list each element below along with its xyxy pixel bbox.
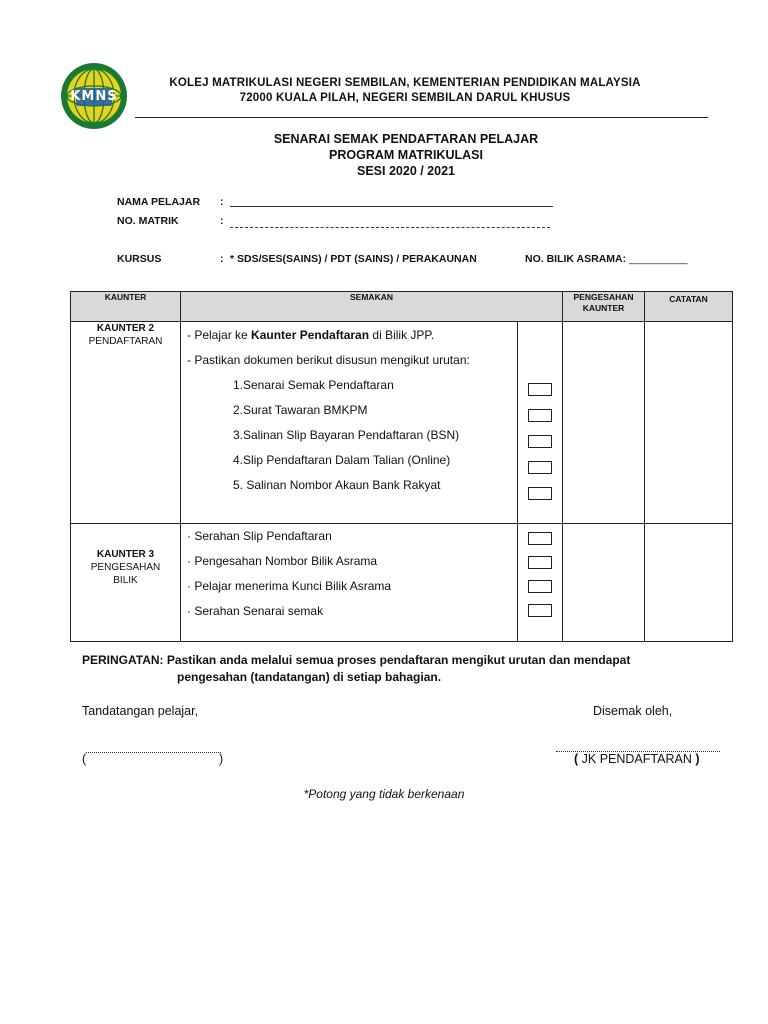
- table-header-row: [71, 292, 733, 322]
- institution-name: KOLEJ MATRIKULASI NEGERI SEMBILAN, KEMENTERIAN PENDIDIKAN MALAYSIA: [169, 77, 641, 89]
- header-pengesahan-line1: PENGESAHAN: [573, 292, 634, 302]
- title-line-2: PROGRAM MATRIKULASI: [329, 148, 483, 162]
- header-divider: [135, 117, 708, 118]
- list-item: · Pelajar menerima Kunci Bilik Asrama: [187, 579, 392, 593]
- matrik-label: NO. MATRIK: [117, 215, 179, 227]
- warning-line-1: PERINGATAN: Pastikan anda melalui semua proses pendaftaran mengikut urutan dan mendapat: [82, 653, 631, 667]
- list-item: 2.Surat Tawaran BMKPM: [233, 403, 368, 417]
- bilik-asrama-label: [525, 253, 687, 265]
- list-item: 4.Slip Pendaftaran Dalam Talian (Online): [233, 453, 451, 467]
- nama-field[interactable]: [230, 206, 553, 207]
- catatan-cell-3[interactable]: [645, 524, 733, 642]
- checklist-table: [70, 291, 733, 642]
- nama-colon: :: [220, 196, 224, 208]
- checkbox[interactable]: [528, 556, 552, 569]
- checkbox[interactable]: [528, 487, 552, 500]
- kursus-label: KURSUS: [117, 253, 162, 265]
- matrik-colon: :: [220, 215, 224, 227]
- matrik-field[interactable]: [230, 227, 550, 228]
- institution-header: [130, 76, 680, 106]
- table-row: [71, 524, 733, 642]
- list-item: 1.Senarai Semak Pendaftaran: [233, 378, 394, 392]
- semakan-cell-2: [181, 322, 518, 524]
- kursus-value: * SDS/SES(SAINS) / PDT (SAINS) / PERAKAUNAN: [230, 253, 477, 265]
- kaunter-3-subtitle-1: PENGESAHAN: [90, 562, 161, 573]
- header-pengesahan: [563, 292, 645, 322]
- kaunter-3-title: KAUNTER 3: [96, 549, 155, 560]
- checkbox[interactable]: [528, 532, 552, 545]
- header-kaunter: KAUNTER: [71, 292, 181, 322]
- header-pengesahan-line2: KAUNTER: [582, 303, 625, 313]
- list-item: · Pengesahan Nombor Bilik Asrama: [187, 554, 378, 568]
- kaunter-2-cell: [71, 322, 181, 524]
- student-signature-open: (: [82, 752, 87, 766]
- kaunter-2-subtitle: PENDAFTARAN: [88, 336, 163, 347]
- nama-label: NAMA PELAJAR: [117, 196, 201, 208]
- pengesahan-cell-3[interactable]: [563, 524, 645, 642]
- checkbox[interactable]: [528, 383, 552, 396]
- institution-address: 72000 KUALA PILAH, NEGERI SEMBILAN DARUL KHUSUS: [239, 92, 571, 104]
- warning-line-2: pengesahan (tandatangan) di setiap bahagian.: [177, 670, 442, 684]
- checkbox-column-2: [518, 322, 563, 524]
- bilik-asrama-field[interactable]: __________: [629, 253, 688, 265]
- list-item: 3.Salinan Slip Bayaran Pendaftaran (BSN): [233, 428, 460, 442]
- checkbox[interactable]: [528, 461, 552, 474]
- warning-note: [82, 652, 630, 686]
- student-signature-line[interactable]: [86, 752, 221, 753]
- student-signature-close: ): [219, 752, 224, 766]
- bilik-label-text: NO. BILIK ASRAMA:: [525, 253, 627, 265]
- list-item: 5. Salinan Nombor Akaun Bank Rakyat: [233, 478, 441, 492]
- footnote: *Potong yang tidak berkenaan: [303, 787, 465, 801]
- header-catatan: CATATAN: [645, 292, 733, 322]
- list-item: · Serahan Slip Pendaftaran: [187, 529, 332, 543]
- kaunter-2-instruction: - Pelajar ke Kaunter Pendaftaran di Bilik JPP.: [187, 328, 435, 342]
- checkbox[interactable]: [528, 604, 552, 617]
- document-title: [200, 131, 612, 179]
- header-semakan: SEMAKAN: [181, 292, 563, 322]
- semakan-cell-3: [181, 524, 518, 642]
- kaunter-3-subtitle-2: BILIK: [113, 575, 138, 586]
- checkbox[interactable]: [528, 580, 552, 593]
- officer-signature-name: ( JK PENDAFTARAN ): [574, 752, 700, 766]
- checked-by-label: Disemak oleh,: [593, 704, 673, 718]
- logo-text: KMNS: [70, 89, 118, 104]
- title-line-3: SESI 2020 / 2021: [357, 164, 455, 178]
- catatan-cell-2[interactable]: [645, 322, 733, 524]
- checkbox[interactable]: [528, 435, 552, 448]
- checkbox-column-3: [518, 524, 563, 642]
- list-item: · Serahan Senarai semak: [187, 604, 324, 618]
- table-row: [71, 322, 733, 524]
- kursus-colon: :: [220, 253, 224, 265]
- pengesahan-cell-2[interactable]: [563, 322, 645, 524]
- student-signature-label: Tandatangan pelajar,: [82, 704, 199, 718]
- title-line-1: SENARAI SEMAK PENDAFTARAN PELAJAR: [273, 132, 539, 146]
- kaunter-3-cell: [71, 524, 181, 642]
- kaunter-2-instruction-2: - Pastikan dokumen berikut disusun mengikut urutan:: [187, 353, 470, 367]
- checkbox[interactable]: [528, 409, 552, 422]
- kaunter-2-title: KAUNTER 2: [96, 323, 155, 334]
